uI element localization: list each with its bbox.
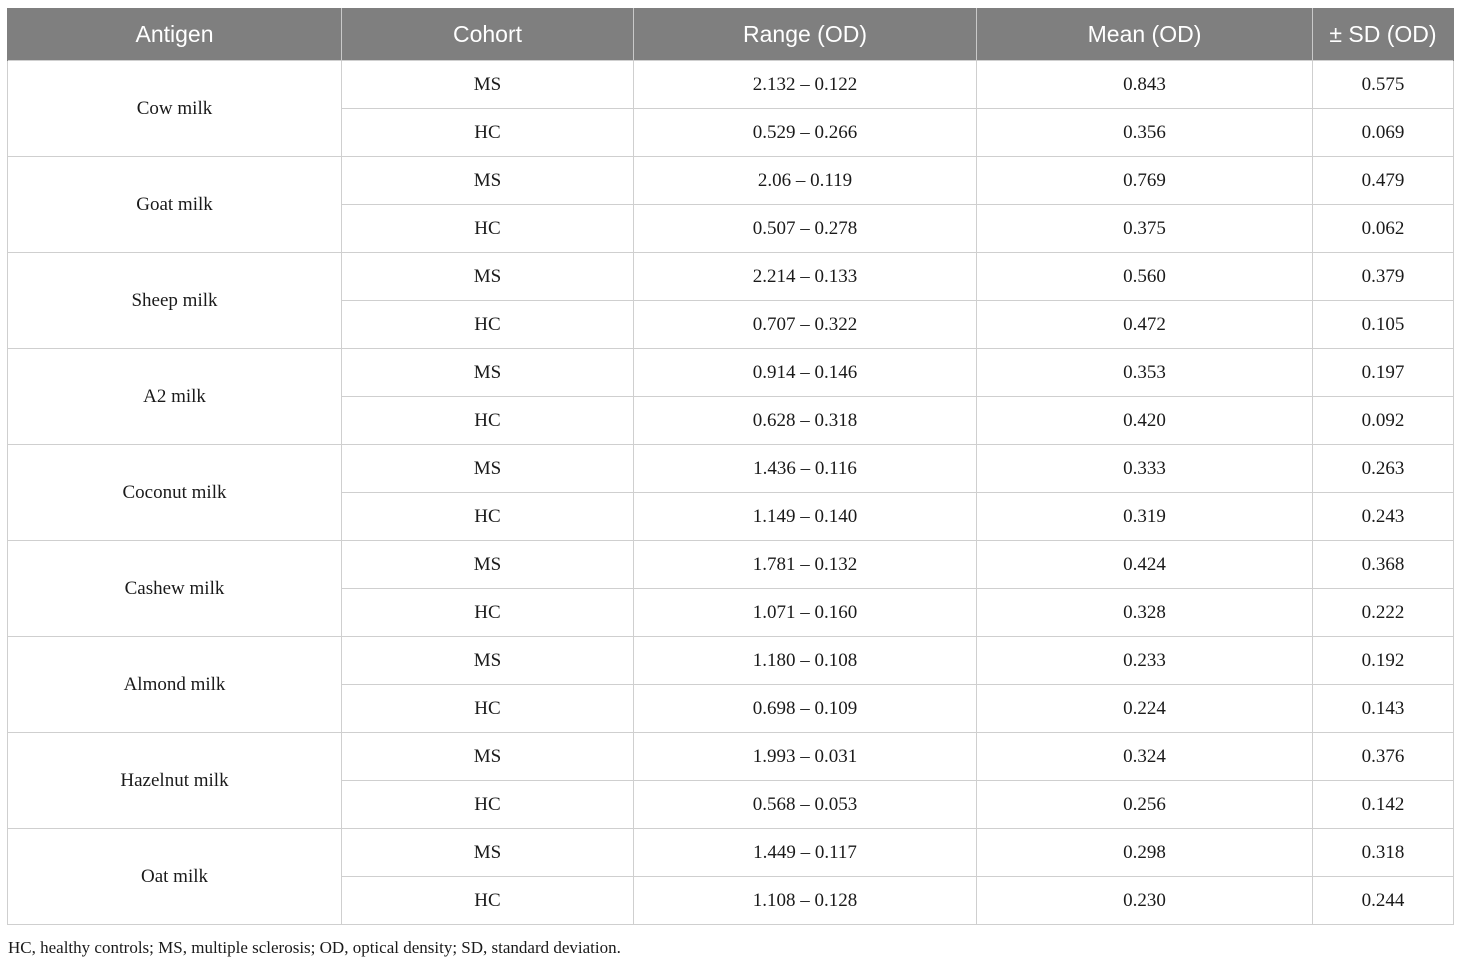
table-footnote: HC, healthy controls; MS, multiple sclerosis; OD, optical density; SD, standard deviation.: [8, 938, 621, 957]
cohort-cell: MS: [342, 541, 634, 589]
mean-cell: 0.560: [977, 253, 1313, 301]
mean-cell: 0.843: [977, 61, 1313, 109]
sd-cell: 0.244: [1313, 877, 1454, 925]
antigen-cell: Cashew milk: [8, 541, 342, 637]
range-cell: 0.529 – 0.266: [634, 109, 977, 157]
range-cell: 1.436 – 0.116: [634, 445, 977, 493]
sd-cell: 0.105: [1313, 301, 1454, 349]
cohort-cell: MS: [342, 637, 634, 685]
sd-cell: 0.069: [1313, 109, 1454, 157]
mean-cell: 0.233: [977, 637, 1313, 685]
mean-cell: 0.356: [977, 109, 1313, 157]
mean-cell: 0.324: [977, 733, 1313, 781]
mean-cell: 0.328: [977, 589, 1313, 637]
table-row: [8, 253, 1454, 301]
range-cell: 1.071 – 0.160: [634, 589, 977, 637]
cohort-cell: MS: [342, 253, 634, 301]
mean-cell: 0.353: [977, 349, 1313, 397]
sd-cell: 0.197: [1313, 349, 1454, 397]
data-table-container: [7, 8, 1453, 925]
cohort-cell: HC: [342, 109, 634, 157]
sd-cell: 0.318: [1313, 829, 1454, 877]
table-row: [8, 61, 1454, 109]
range-cell: 0.568 – 0.053: [634, 781, 977, 829]
range-cell: 1.449 – 0.117: [634, 829, 977, 877]
cohort-cell: MS: [342, 61, 634, 109]
cohort-cell: MS: [342, 829, 634, 877]
range-cell: 1.108 – 0.128: [634, 877, 977, 925]
mean-cell: 0.472: [977, 301, 1313, 349]
sd-cell: 0.479: [1313, 157, 1454, 205]
cohort-cell: HC: [342, 397, 634, 445]
antigen-cell: Sheep milk: [8, 253, 342, 349]
sd-cell: 0.142: [1313, 781, 1454, 829]
range-cell: 1.149 – 0.140: [634, 493, 977, 541]
table-body: [8, 61, 1454, 925]
cohort-cell: MS: [342, 445, 634, 493]
mean-cell: 0.298: [977, 829, 1313, 877]
range-cell: 0.707 – 0.322: [634, 301, 977, 349]
mean-cell: 0.420: [977, 397, 1313, 445]
range-cell: 2.214 – 0.133: [634, 253, 977, 301]
antigen-od-table: [7, 8, 1454, 925]
cohort-cell: MS: [342, 157, 634, 205]
sd-cell: 0.368: [1313, 541, 1454, 589]
sd-cell: 0.062: [1313, 205, 1454, 253]
range-cell: 2.06 – 0.119: [634, 157, 977, 205]
cohort-cell: HC: [342, 493, 634, 541]
cohort-cell: MS: [342, 733, 634, 781]
range-cell: 2.132 – 0.122: [634, 61, 977, 109]
antigen-cell: A2 milk: [8, 349, 342, 445]
mean-cell: 0.319: [977, 493, 1313, 541]
table-row: [8, 349, 1454, 397]
range-cell: 0.914 – 0.146: [634, 349, 977, 397]
antigen-cell: Almond milk: [8, 637, 342, 733]
header-cohort: Cohort: [342, 8, 634, 61]
range-cell: 0.698 – 0.109: [634, 685, 977, 733]
sd-cell: 0.092: [1313, 397, 1454, 445]
mean-cell: 0.769: [977, 157, 1313, 205]
range-cell: 1.993 – 0.031: [634, 733, 977, 781]
cohort-cell: HC: [342, 781, 634, 829]
mean-cell: 0.256: [977, 781, 1313, 829]
table-row: [8, 829, 1454, 877]
sd-cell: 0.376: [1313, 733, 1454, 781]
cohort-cell: HC: [342, 589, 634, 637]
header-antigen: Antigen: [8, 8, 342, 61]
antigen-cell: Oat milk: [8, 829, 342, 925]
cohort-cell: MS: [342, 349, 634, 397]
range-cell: 0.628 – 0.318: [634, 397, 977, 445]
mean-cell: 0.230: [977, 877, 1313, 925]
header-sd: ± SD (OD): [1313, 8, 1454, 61]
antigen-cell: Coconut milk: [8, 445, 342, 541]
sd-cell: 0.222: [1313, 589, 1454, 637]
table-header: [8, 8, 1454, 61]
sd-cell: 0.243: [1313, 493, 1454, 541]
range-cell: 1.781 – 0.132: [634, 541, 977, 589]
cohort-cell: HC: [342, 205, 634, 253]
range-cell: 0.507 – 0.278: [634, 205, 977, 253]
table-row: [8, 445, 1454, 493]
table-row: [8, 157, 1454, 205]
sd-cell: 0.575: [1313, 61, 1454, 109]
sd-cell: 0.143: [1313, 685, 1454, 733]
sd-cell: 0.263: [1313, 445, 1454, 493]
header-row: [8, 8, 1454, 61]
cohort-cell: HC: [342, 301, 634, 349]
mean-cell: 0.224: [977, 685, 1313, 733]
table-row: [8, 637, 1454, 685]
table-row: [8, 541, 1454, 589]
sd-cell: 0.379: [1313, 253, 1454, 301]
header-mean: Mean (OD): [977, 8, 1313, 61]
sd-cell: 0.192: [1313, 637, 1454, 685]
antigen-cell: Goat milk: [8, 157, 342, 253]
header-range: Range (OD): [634, 8, 977, 61]
mean-cell: 0.424: [977, 541, 1313, 589]
mean-cell: 0.333: [977, 445, 1313, 493]
cohort-cell: HC: [342, 877, 634, 925]
table-row: [8, 733, 1454, 781]
antigen-cell: Hazelnut milk: [8, 733, 342, 829]
antigen-cell: Cow milk: [8, 61, 342, 157]
mean-cell: 0.375: [977, 205, 1313, 253]
cohort-cell: HC: [342, 685, 634, 733]
range-cell: 1.180 – 0.108: [634, 637, 977, 685]
